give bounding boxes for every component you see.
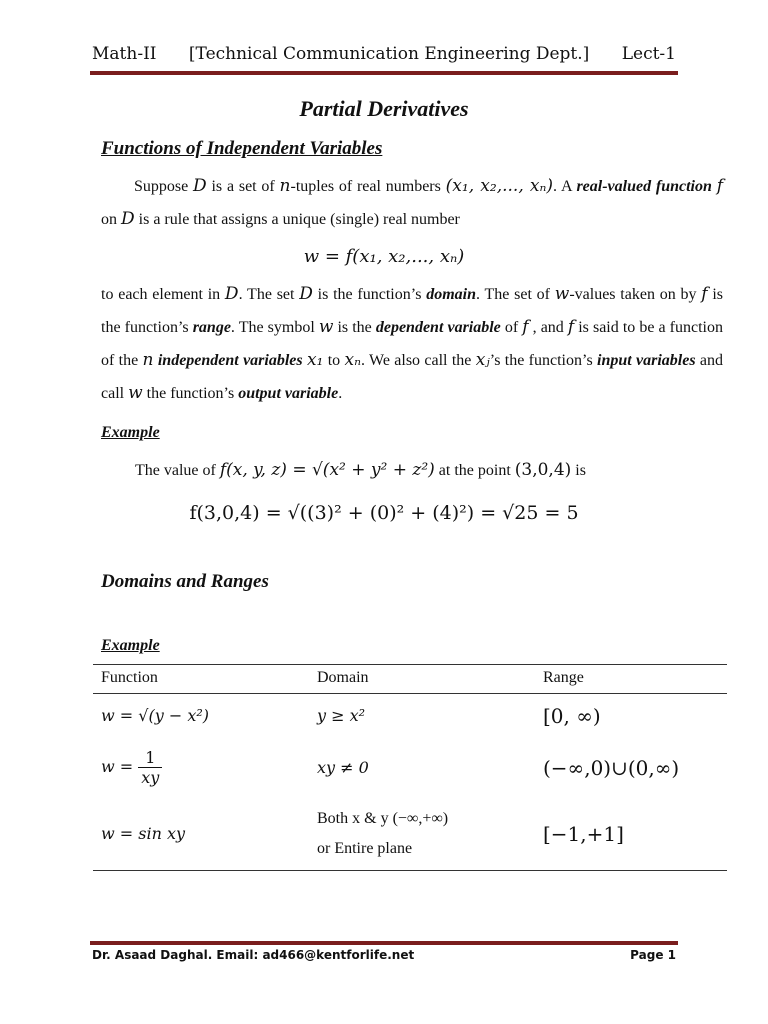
term-range: range [192, 319, 231, 336]
equation-example-evaluation: f(3,0,4) = √((3)² + (0)² + (4)²) = √25 = 5 [189, 502, 579, 524]
page-header [92, 44, 676, 64]
example-label-2: Example [101, 637, 160, 654]
term-independent-variables: independent variables [157, 352, 303, 369]
fraction: $\frac{1}{xy}$ [138, 748, 162, 787]
example-function: f(x, y, z) = √(x² + y² + z²) [219, 460, 435, 480]
column-header-function: Function [101, 669, 158, 686]
page-number: Page 1 [630, 948, 676, 962]
cell-function: w = sin xy [101, 824, 186, 843]
table-row [93, 738, 727, 798]
table-row [93, 798, 727, 871]
cell-domain: xy ≠ 0 [317, 758, 369, 777]
term-dependent-variable: dependent variable [375, 319, 501, 336]
example-label-1: Example [101, 424, 160, 441]
department-name: [Technical Communication Engineering Dept.] [188, 44, 590, 64]
lecture-number: Lect-1 [621, 44, 676, 64]
section-heading-domains-ranges: Domains and Ranges [101, 571, 269, 592]
tuple-expression: (x₁, x₂,..., xₙ) [445, 176, 554, 196]
domain-range-table [93, 664, 727, 871]
course-name: Math-II [92, 44, 157, 64]
author-email: Dr. Asaad Daghal. Email: ad466@kentforlife.net [92, 948, 415, 962]
term-domain: domain [426, 286, 476, 303]
footer-divider [90, 941, 678, 945]
column-header-range: Range [543, 669, 584, 686]
example-statement: The value of f(x, y, z) = √(x² + y² + z²) at the point (3,0,4) is [135, 460, 586, 480]
table-header-row [93, 665, 727, 694]
term-input-variables: input variables [597, 352, 696, 369]
paragraph-domain-range: to each element in D. The set D is the function’s domain. The set of w-values taken on by f is the function’s range. The symbol w is the dependent variable of f , and f is said to be a function of the n independent variables x₁ to xₙ. We also call the xⱼ’s the function’s input variables and call w the function’s output variable. [101, 284, 724, 403]
cell-range: (−∞,0)∪(0,∞) [543, 755, 680, 780]
equation-function-definition: w = f(x₁, x₂,..., xₙ) [303, 246, 465, 267]
cell-domain: Both x & y (−∞,+∞) or Entire plane [317, 809, 449, 857]
page-footer [92, 948, 676, 962]
paragraph-definition: Suppose D is a set of n-tuples of real numbers (x₁, x₂,..., xₙ). A real-valued function f on D is a rule that assigns a unique (single) real number [101, 176, 724, 229]
page-title: Partial Derivatives [299, 96, 469, 121]
example-point: (3,0,4) [514, 460, 572, 480]
cell-function: w = √(y − x²) [101, 706, 210, 726]
cell-function: w = $\frac{1}{xy}$ [93, 738, 309, 798]
section-heading-functions: Functions of Independent Variables [101, 138, 383, 159]
cell-domain: y ≥ x² [317, 706, 366, 726]
cell-range: [−1,+1] [543, 821, 624, 846]
table-row [93, 694, 727, 738]
header-divider [90, 71, 678, 75]
term-real-valued-function: real-valued function [576, 178, 712, 195]
cell-range: [0, ∞) [543, 703, 601, 728]
term-output-variable: output variable [238, 385, 339, 402]
column-header-domain: Domain [317, 669, 369, 686]
